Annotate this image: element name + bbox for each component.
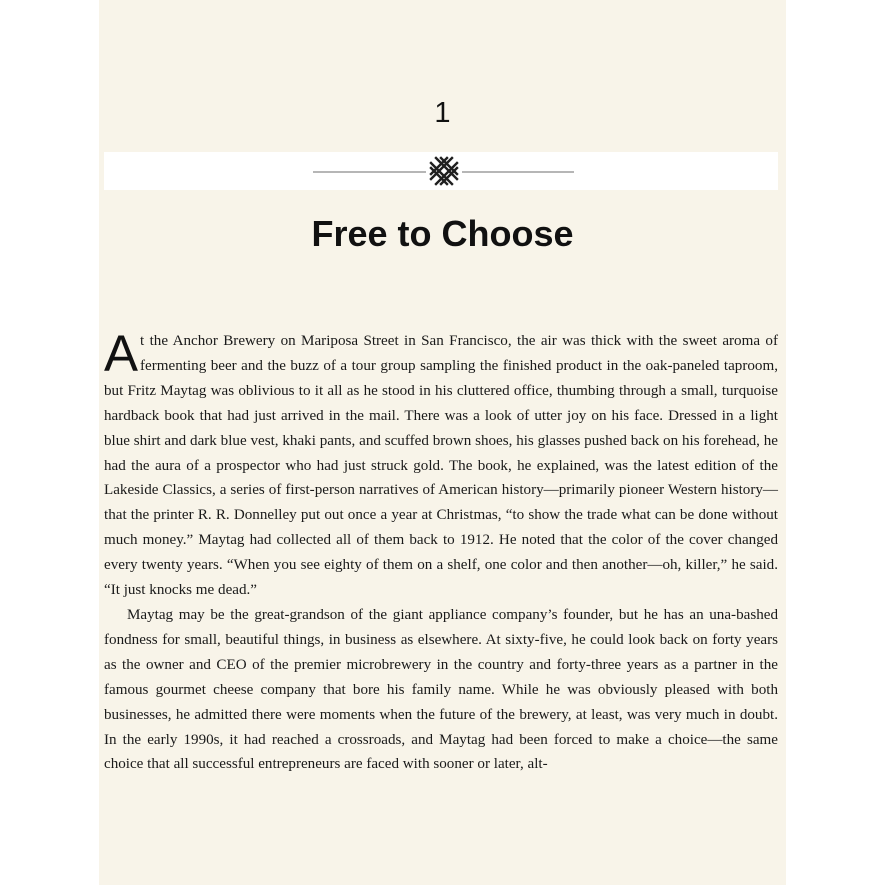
chapter-ornament-divider [104,152,778,190]
crosshatch-ornament-icon [104,152,778,190]
paragraph-2: Maytag may be the great-grandson of the giant appliance company’s founder, but he has an una-bashed fondness for small, beautiful things, in business as elsewhere. At sixty-five, he could look back on forty years as the owner and CEO of the premier microbrewery in the country and forty-three years as a partner in the famous gourmet cheese company that bore his family name. While he was obviously pleased with both businesses, he admitted there were moments when the future of the brewery, at least, was very much in doubt. In the early 1990s, it had reached a crossroads, and Maytag had been forced to make a choice—the same choice that all successful entrepreneurs are faced with sooner or later, alt- [104,606,778,773]
chapter-body [104,325,778,777]
chapter-number: 1 [434,97,451,129]
drop-cap: A [104,325,139,382]
paragraph-1-text: t the Anchor Brewery on Mariposa Street in San Francisco, the air was thick with the sweet aroma of fermenting beer and the buzz of a tour group sampling the finished product in the oak-paneled taproom, but Fritz Maytag was oblivious to it all as he stood in his cluttered office, thumbing through a small, turquoise hardback book that had just arrived in the mail. There was a look of utter joy on his face. Dressed in a light blue shirt and dark blue vest, khaki pants, and scuffed brown shoes, his glasses pushed back on his forehead, he had the aura of a prospector who had just struck gold. The book, he explained, was the latest edition of the Lakeside Classics, a series of first-person narratives of American history—primarily pioneer Western history—that the printer R. R. Donnelley put out once a year at Christmas, “to show the trade what can be done without much money.” Maytag had collected all of them back to 1912. He noted that the color of the cover changed every twenty years. “When you see eighty of them on a shelf, one color and then another—oh, killer,” he said. “It just knocks me dead.” [104,333,778,599]
paragraph-1 [104,325,778,603]
book-page [99,0,786,885]
chapter-title: Free to Choose [311,213,574,254]
